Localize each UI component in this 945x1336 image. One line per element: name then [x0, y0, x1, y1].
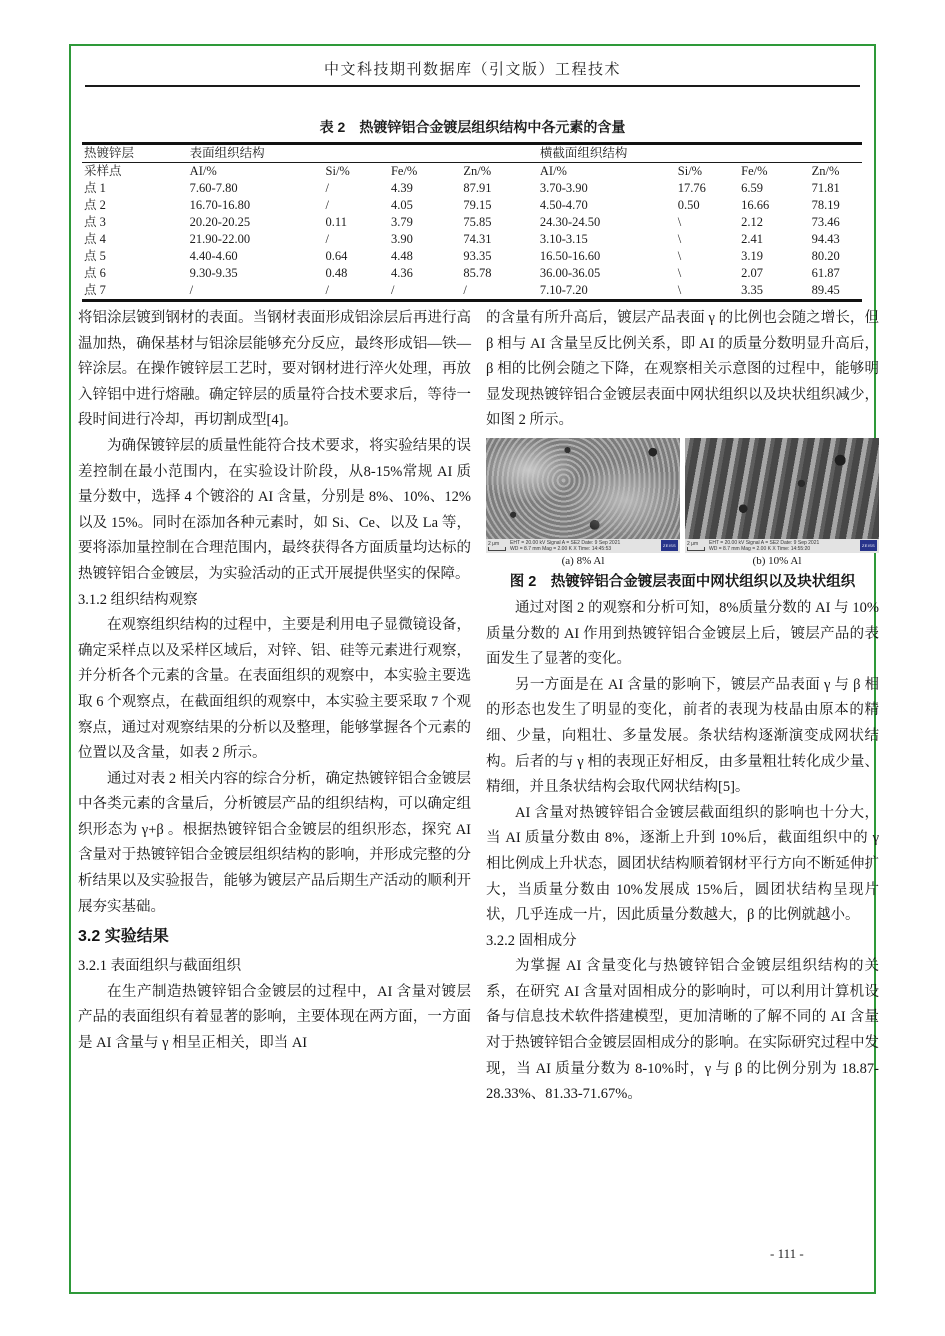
- table-cell: 3.70-3.90: [539, 181, 588, 195]
- table-cell: \: [677, 249, 682, 263]
- table-row: [82, 248, 862, 265]
- table-row: [82, 214, 862, 231]
- table-cell: 21.90-22.00: [189, 232, 251, 246]
- table-cell: \: [677, 215, 682, 229]
- body-right-column: [486, 306, 879, 1108]
- table-cell: /: [463, 283, 467, 297]
- table-column-header: Si/%: [325, 164, 350, 178]
- table-cell: 16.50-16.60: [539, 249, 601, 263]
- table-cell: 2.12: [741, 215, 764, 229]
- caption-b: (b) 10% Al: [752, 554, 802, 567]
- sem-image-8pct-al: [486, 438, 680, 553]
- table-cell: 4.36: [390, 266, 413, 280]
- table-cell: 4.48: [390, 249, 413, 263]
- paragraph: 在观察组织结构的过程中，主要是利用电子显微镜设备，确定采样点以及采样区域后，对锌、铝、硅等元素进行观察，并分析各个元素的含量。在表面组织的观察中，本实验主要选取 6 个观察点，在截面组织的观察中，本实验主要采取 7 个观察点，通过对观察结果的分析以及整理，能够掌握各个元素的位置以及含量，如表 2 所示。: [78, 617, 471, 762]
- zeiss-logo: ZEISS: [860, 540, 877, 551]
- table-cell: /: [325, 198, 330, 212]
- table-cell: \: [677, 283, 682, 297]
- body-left-column: [78, 306, 471, 1057]
- sem-meta-line: WD = 8.7 mm Mag = 2.00 K X Time: 14:45:53: [510, 545, 612, 552]
- sem-meta-line: EHT = 20.00 kV Signal A = SE2 Date: 9 Sep 2021: [510, 539, 621, 546]
- table-cell: 93.35: [463, 249, 492, 263]
- scale-label: 2 μm: [488, 540, 500, 547]
- table-cell: 3.90: [390, 232, 413, 246]
- table-cell: 点 6: [84, 266, 106, 280]
- table-cell: \: [677, 232, 682, 246]
- paragraph: 为确保镀锌层的质量性能符合技术要求，将实验结果的误差控制在最小范围内，在实验设计阶段，从8-15%常规 AI 质量分数中，选择 4 个镀浴的 AI 含量，分别是 8%、10%、12%以及 15%。同时在添加各种元素时，如 Si、Ce、以及 La 等，要将添加量控制在合理范围内，最终获得各方面质量均达标的热镀锌铝合金镀层，为实验活动的正式开展提供坚实的保障。: [78, 437, 471, 582]
- table-cell: 9.30-9.35: [189, 266, 238, 280]
- table-cell: 16.70-16.80: [189, 198, 251, 212]
- table-column-header: 采样点: [84, 164, 122, 178]
- scale-bar: [488, 541, 506, 551]
- scale-label: 2 μm: [687, 540, 699, 547]
- table-cell: 2.07: [741, 266, 764, 280]
- scale-line: [488, 547, 506, 551]
- table-cell: 80.20: [811, 249, 840, 263]
- table-cell: 点 3: [84, 215, 106, 229]
- table-cell: 点 7: [84, 283, 106, 297]
- table-cell: 点 1: [84, 181, 106, 195]
- table-cell: 79.15: [463, 198, 492, 212]
- table-cell: 20.20-20.25: [189, 215, 251, 229]
- table-cell: 16.66: [741, 198, 770, 212]
- zeiss-logo: ZEISS: [661, 540, 678, 551]
- group-header-cross-section: 横截面组织结构: [538, 144, 862, 163]
- table-cell: /: [189, 283, 194, 297]
- table-cell: 0.64: [325, 249, 348, 263]
- table-cell: 点 5: [84, 249, 106, 263]
- table-cell: 3.79: [390, 215, 413, 229]
- table-group-header-row: [82, 144, 862, 163]
- sem-micrograph-10pct: [685, 438, 879, 539]
- paragraph: 为掌握 AI 含量变化与热镀锌铝合金镀层组织结构的关系，在研究 AI 含量对固相成分的影响时，可以利用计算机设备与信息技术软件搭建模型，更加清晰的了解不同的 AI 含量对于热镀锌铝合金镀层固相成分的影响。在实际研究过程中发现，当 AI 质量分数为 8-10%时，γ 与 β 的比例分别为 18.87-28.33%、81.33-71.67%。: [486, 958, 879, 1103]
- table-column-header: Fe/%: [390, 164, 418, 178]
- section-heading-3-2: 3.2 实验结果: [78, 928, 169, 946]
- table-cell: 0.48: [325, 266, 348, 280]
- sem-info-bar: [486, 539, 680, 553]
- sem-micrograph-8pct: [486, 438, 680, 539]
- journal-header: 中文科技期刊数据库（引文版）工程技术: [323, 62, 621, 78]
- table-cell: 24.30-24.50: [539, 215, 601, 229]
- figure-title: 图 2 热镀锌铝合金镀层表面中网状组织以及块状组织: [509, 573, 856, 590]
- table-cell: 94.43: [811, 232, 840, 246]
- table-row: [82, 180, 862, 197]
- table-cell: 3.19: [741, 249, 764, 263]
- sem-meta-line: WD = 8.7 mm Mag = 2.00 K X Time: 14:55:20: [709, 545, 811, 552]
- table-cell: 点 4: [84, 232, 106, 246]
- paragraph: 通过对图 2 的观察和分析可知，8%质量分数的 AI 与 10%质量分数的 AI 作用到热镀锌铝合金镀层上后，镀层产品的表面发生了显著的变化。: [486, 599, 879, 668]
- table-cell: 36.00-36.05: [539, 266, 601, 280]
- table-column-header: Zn/%: [811, 164, 840, 178]
- table-cell: 85.78: [463, 266, 492, 280]
- table-cell: 4.39: [390, 181, 413, 195]
- table-cell: 3.35: [741, 283, 764, 297]
- section-heading-3-2-2: 3.2.2 固相成分: [486, 932, 577, 949]
- header-rule: [85, 85, 860, 87]
- table-cell: 17.76: [677, 181, 706, 195]
- table-cell: 75.85: [463, 215, 492, 229]
- table-cell: 6.59: [741, 181, 764, 195]
- table-cell: /: [325, 232, 330, 246]
- table-cell: 2.41: [741, 232, 764, 246]
- sem-metadata: [709, 540, 856, 552]
- group-header-layer: 热镀锌层: [82, 144, 188, 163]
- page-number: - 111 -: [770, 1246, 804, 1261]
- paragraph: AI 含量对热镀锌铝合金镀层截面组织的影响也十分大，当 AI 质量分数由 8%，逐渐上升到 10%后，截面组织中的 γ 相比例成上升状态，圆团状结构顺着钢材平行方向不断延伸扩大，当质量分数由 10%发展成 15%后，圆团状结构呈现片状，几乎连成一片，因此质量分数越大，β 的比例就越小。: [486, 804, 879, 924]
- table-cell: /: [325, 283, 330, 297]
- table-cell: 4.05: [390, 198, 413, 212]
- table-cell: \: [677, 266, 682, 280]
- table-cell: 0.11: [325, 215, 347, 229]
- table-row: [82, 282, 862, 301]
- table-row: [82, 231, 862, 248]
- table-cell: 7.10-7.20: [539, 283, 588, 297]
- table-cell: 87.91: [463, 181, 492, 195]
- table-title: 表 2 热镀锌铝合金镀层组织结构中各元素的含量: [319, 119, 626, 135]
- caption-a: (a) 8% Al: [561, 554, 605, 567]
- table-cell: 73.46: [811, 215, 840, 229]
- sem-info-bar: [685, 539, 879, 553]
- paragraph: 通过对表 2 相关内容的综合分析，确定热镀锌铝合金镀层中各类元素的含量后，分析镀层产品的组织结构，可以确定组织形态为 γ+β 。根据热镀锌铝合金镀层的组织形态，探究 AI 含量对于热镀锌铝合金镀层组织结构的影响，并形成完整的分析结果以及实验报告，能够为镀层产品后期生产活动的顺利开展夯实基础。: [78, 770, 471, 915]
- table-cell: 71.81: [811, 181, 840, 195]
- table-column-header: AI/%: [539, 164, 567, 178]
- table-cell: 74.31: [463, 232, 492, 246]
- paragraph: 的含量有所升高后，镀层产品表面 γ 的比例也会随之增长，但 β 相与 AI 含量呈反比例关系，即 AI 的质量分数明显升高后，β 相的比例会随之下降，在观察相关示意图的过程中，能够明显发现热镀锌铝合金镀层表面中网状组织以及块状组织减少，如图 2 所示。: [486, 310, 879, 429]
- table-cell: /: [390, 283, 395, 297]
- elements-table: [82, 142, 862, 302]
- section-heading-3-2-1: 3.2.1 表面组织与截面组织: [78, 958, 242, 975]
- sem-image-row: [486, 438, 879, 553]
- table-column-header: AI/%: [189, 164, 217, 178]
- table-cell: 78.19: [811, 198, 840, 212]
- scale-bar: [687, 541, 705, 551]
- sub-captions: [486, 553, 879, 569]
- table-cell: 61.87: [811, 266, 840, 280]
- group-header-surface: 表面组织结构: [188, 144, 538, 163]
- table-cell: 4.40-4.60: [189, 249, 238, 263]
- scale-line: [687, 547, 705, 551]
- table-column-header-row: [82, 163, 862, 181]
- table-cell: 4.50-4.70: [539, 198, 588, 212]
- paragraph: 另一方面是在 AI 含量的影响下，镀层产品表面 γ 与 β 相的形态也发生了明显的变化，前者的表现为枝晶由原本的精细、少量，向粗壮、多量发展。条状结构逐渐演变成网状结构。后者的与 γ 相的表现正好相反，由多量粗壮转化成少量、精细，并且条状结构会取代网状结构[5]。: [486, 676, 879, 796]
- table-cell: 点 2: [84, 198, 106, 212]
- table-cell: 3.10-3.15: [539, 232, 588, 246]
- section-heading-3-1-2: 3.1.2 组织结构观察: [78, 591, 198, 608]
- table-row: [82, 197, 862, 214]
- table-cell: /: [325, 181, 330, 195]
- table-cell: 0.50: [677, 198, 700, 212]
- table-column-header: Zn/%: [463, 164, 492, 178]
- sem-image-10pct-al: [685, 438, 879, 553]
- paragraph: 在生产制造热镀锌铝合金镀层的过程中，AI 含量对镀层产品的表面组织有着显著的影响，主要体现在两方面，一方面是 AI 含量与 γ 相呈正相关，即当 AI: [78, 983, 471, 1052]
- table-column-header: Si/%: [677, 164, 703, 178]
- figure-2: [486, 438, 879, 594]
- table-column-header: Fe/%: [741, 164, 768, 178]
- sem-meta-line: EHT = 20.00 kV Signal A = SE2 Date: 9 Sep 2021: [709, 539, 820, 546]
- sem-metadata: [510, 540, 657, 552]
- table-cell: 89.45: [811, 283, 840, 297]
- table-row: [82, 265, 862, 282]
- table-cell: 7.60-7.80: [189, 181, 238, 195]
- paragraph: 将铝涂层镀到钢材的表面。当钢材表面形成铝涂层后再进行高温加热，确保基材与铝涂层能够充分反应，最终形成铝—铁—锌涂层。在操作镀锌层工艺时，要对钢材进行淬火处理，再放入锌铝中进行熔融。确定锌层的质量符合技术要求后，等待一段时间进行冷却，再切割成型[4]。: [78, 310, 471, 429]
